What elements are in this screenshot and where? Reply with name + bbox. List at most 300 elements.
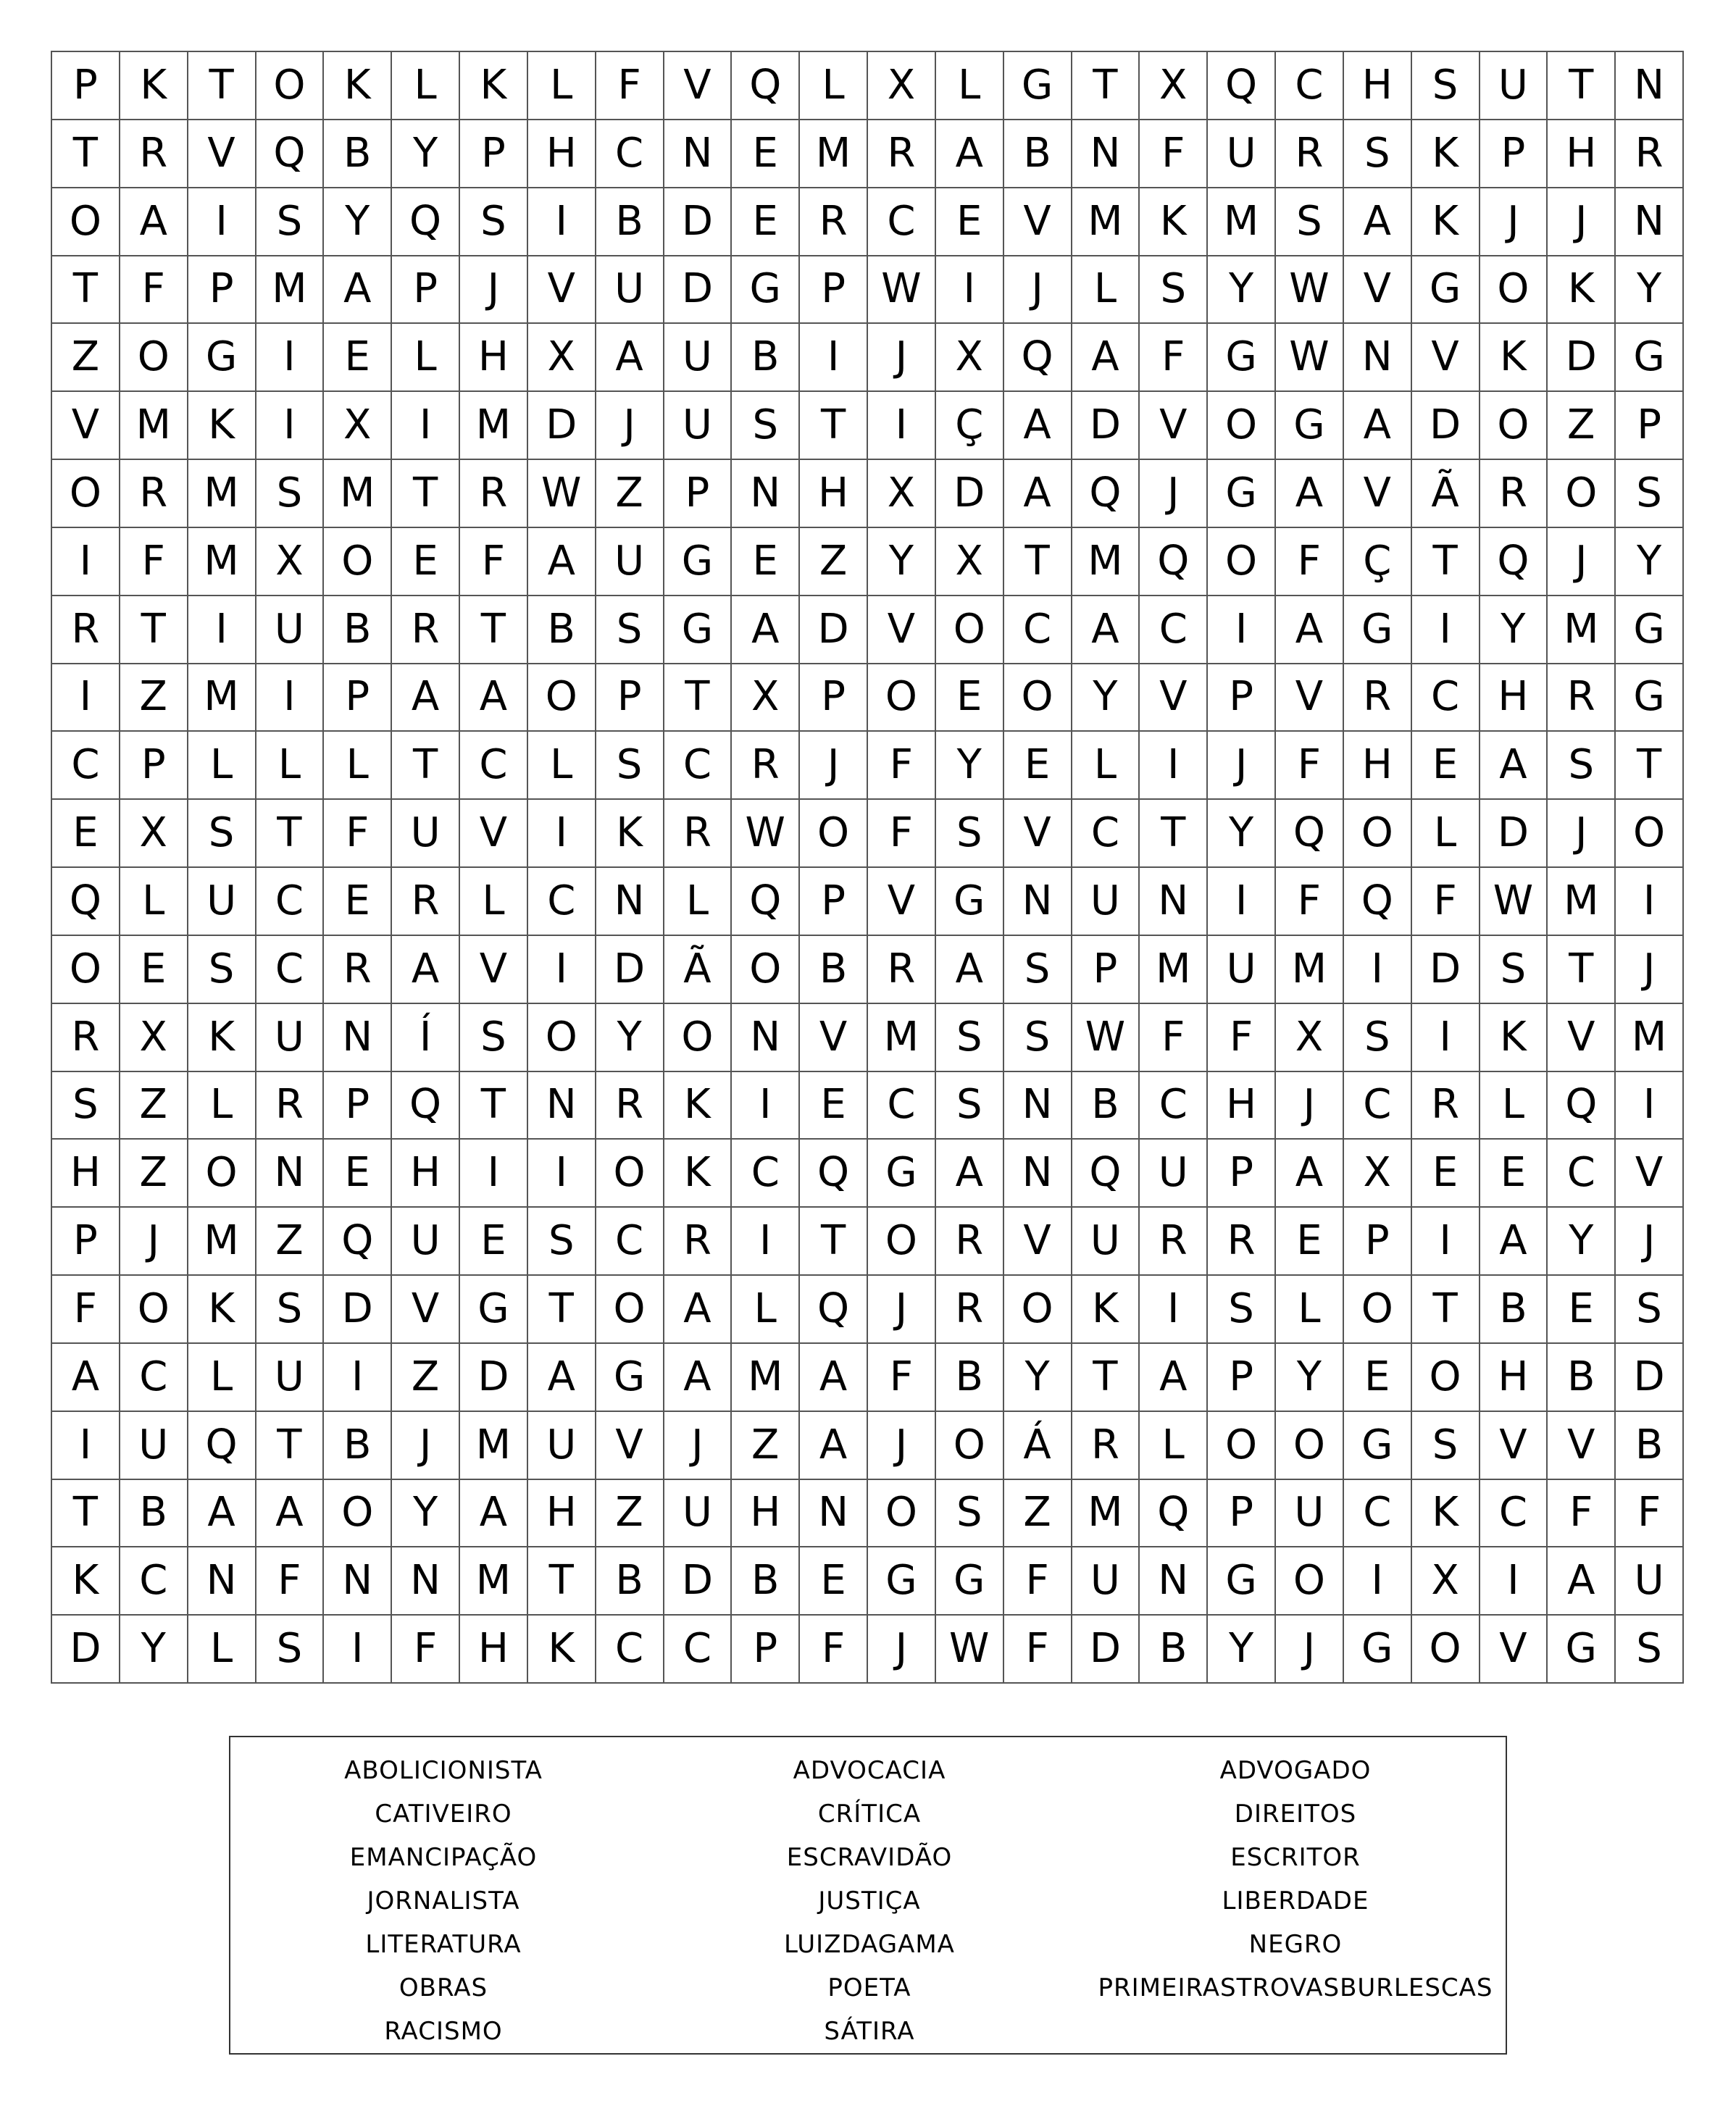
grid-cell: Z <box>52 324 120 392</box>
grid-cell: E <box>324 1140 392 1208</box>
grid-cell: I <box>936 256 1004 325</box>
grid-cell: B <box>732 1547 800 1616</box>
grid-cell: V <box>868 868 936 936</box>
grid-cell: C <box>1140 596 1208 664</box>
grid-cell: A <box>1072 596 1140 664</box>
grid-cell: F <box>800 1616 868 1684</box>
grid-cell: A <box>800 1412 868 1480</box>
grid-cell: C <box>732 1140 800 1208</box>
grid-cell: P <box>1480 120 1548 188</box>
grid-cell: O <box>120 1276 188 1344</box>
grid-cell: C <box>664 1616 733 1684</box>
grid-cell: G <box>596 1344 664 1412</box>
grid-cell: C <box>120 1547 188 1616</box>
grid-cell: X <box>1344 1140 1412 1208</box>
grid-cell: B <box>1072 1072 1140 1140</box>
grid-cell: F <box>1276 528 1344 596</box>
grid-cell: E <box>1412 732 1480 800</box>
grid-cell: Q <box>1480 528 1548 596</box>
grid-cell: R <box>936 1276 1004 1344</box>
grid-cell: D <box>1072 1616 1140 1684</box>
grid-cell: S <box>1004 936 1072 1004</box>
grid-cell: Ç <box>936 392 1004 460</box>
grid-cell: F <box>868 1344 936 1412</box>
grid-cell: T <box>1412 528 1480 596</box>
grid-cell: A <box>936 936 1004 1004</box>
grid-cell: V <box>800 1004 868 1072</box>
grid-cell: C <box>868 188 936 256</box>
grid-cell: B <box>1140 1616 1208 1684</box>
grid-cell: U <box>664 324 733 392</box>
grid-cell: O <box>1480 256 1548 325</box>
grid-cell: N <box>1004 868 1072 936</box>
grid-cell: U <box>1276 1480 1344 1548</box>
grid-cell: U <box>392 1208 460 1276</box>
grid-cell: O <box>52 188 120 256</box>
grid-cell: G <box>664 528 733 596</box>
grid-cell: A <box>392 936 460 1004</box>
grid-cell: M <box>1548 868 1616 936</box>
grid-cell: O <box>596 1140 664 1208</box>
grid-cell: I <box>1412 1208 1480 1276</box>
grid-cell: M <box>732 1344 800 1412</box>
grid-cell: O <box>1004 1276 1072 1344</box>
grid-cell: V <box>664 52 733 120</box>
grid-cell: G <box>1616 596 1684 664</box>
grid-cell: A <box>324 256 392 325</box>
grid-cell: U <box>1616 1547 1684 1616</box>
grid-cell: W <box>732 800 800 868</box>
grid-cell: A <box>800 1344 868 1412</box>
grid-cell: A <box>732 596 800 664</box>
grid-cell: F <box>1548 1480 1616 1548</box>
grid-cell: J <box>868 324 936 392</box>
grid-cell: R <box>1480 460 1548 528</box>
grid-cell: T <box>392 460 460 528</box>
grid-cell: T <box>392 732 460 800</box>
grid-cell: I <box>800 324 868 392</box>
grid-cell: L <box>800 52 868 120</box>
grid-cell: S <box>256 460 325 528</box>
grid-cell: Z <box>1004 1480 1072 1548</box>
grid-cell: V <box>528 256 596 325</box>
grid-cell: G <box>664 596 733 664</box>
grid-cell: P <box>732 1616 800 1684</box>
grid-cell: P <box>664 460 733 528</box>
grid-cell: U <box>1208 120 1276 188</box>
grid-cell: J <box>460 256 528 325</box>
grid-cell: K <box>188 392 256 460</box>
grid-cell: C <box>256 936 325 1004</box>
grid-cell: B <box>936 1344 1004 1412</box>
grid-cell: W <box>936 1616 1004 1684</box>
grid-cell: T <box>1004 528 1072 596</box>
grid-cell: C <box>460 732 528 800</box>
grid-cell: A <box>1276 460 1344 528</box>
grid-cell: X <box>324 392 392 460</box>
grid-cell: S <box>188 800 256 868</box>
grid-cell: V <box>460 800 528 868</box>
grid-cell: N <box>188 1547 256 1616</box>
grid-cell: S <box>1276 188 1344 256</box>
grid-cell: B <box>596 1547 664 1616</box>
grid-cell: W <box>868 256 936 325</box>
grid-cell: B <box>1004 120 1072 188</box>
grid-cell: C <box>596 1616 664 1684</box>
grid-cell: M <box>1548 596 1616 664</box>
grid-cell: K <box>1480 1004 1548 1072</box>
grid-cell: Y <box>936 732 1004 800</box>
grid-cell: X <box>936 528 1004 596</box>
grid-cell: Y <box>1616 256 1684 325</box>
grid-cell: I <box>188 596 256 664</box>
grid-cell: H <box>1344 52 1412 120</box>
grid-cell: R <box>596 1072 664 1140</box>
grid-cell: J <box>664 1412 733 1480</box>
grid-cell: V <box>1140 664 1208 732</box>
grid-cell: V <box>1480 1412 1548 1480</box>
grid-cell: B <box>324 1412 392 1480</box>
grid-cell: W <box>1276 256 1344 325</box>
grid-cell: D <box>1480 800 1548 868</box>
grid-cell: H <box>460 1616 528 1684</box>
grid-cell: R <box>1140 1208 1208 1276</box>
grid-cell: X <box>868 460 936 528</box>
grid-cell: I <box>1140 1276 1208 1344</box>
grid-cell: G <box>1344 1616 1412 1684</box>
grid-cell: D <box>1616 1344 1684 1412</box>
word-bank-item: JUSTIÇA <box>818 1886 921 1915</box>
grid-cell: W <box>528 460 596 528</box>
grid-cell: D <box>936 460 1004 528</box>
grid-cell: C <box>596 1208 664 1276</box>
grid-cell: S <box>1616 460 1684 528</box>
grid-cell: T <box>664 664 733 732</box>
grid-cell: T <box>1548 52 1616 120</box>
grid-cell: Y <box>1616 528 1684 596</box>
grid-cell: A <box>664 1344 733 1412</box>
word-bank-item: CATIVEIRO <box>375 1800 512 1829</box>
grid-cell: P <box>188 256 256 325</box>
grid-cell: B <box>800 936 868 1004</box>
grid-cell: A <box>460 664 528 732</box>
grid-cell: A <box>120 188 188 256</box>
word-bank-item: LITERATURA <box>365 1930 522 1959</box>
grid-cell: Q <box>1548 1072 1616 1140</box>
grid-cell: L <box>732 1276 800 1344</box>
grid-cell: U <box>596 528 664 596</box>
grid-cell: B <box>120 1480 188 1548</box>
word-column-1 <box>230 1749 656 2053</box>
grid-cell: M <box>188 1208 256 1276</box>
grid-cell: O <box>324 1480 392 1548</box>
grid-cell: Q <box>800 1276 868 1344</box>
grid-cell: D <box>664 256 733 325</box>
grid-cell: L <box>120 868 188 936</box>
grid-cell: L <box>188 1616 256 1684</box>
grid-cell: M <box>1276 936 1344 1004</box>
grid-cell: P <box>596 664 664 732</box>
grid-cell: J <box>1140 460 1208 528</box>
grid-cell: T <box>1140 800 1208 868</box>
grid-cell: J <box>868 1412 936 1480</box>
word-bank-item: DIREITOS <box>1234 1800 1357 1829</box>
grid-cell: X <box>120 800 188 868</box>
grid-cell: L <box>1072 256 1140 325</box>
grid-cell: M <box>460 1412 528 1480</box>
grid-cell: A <box>1004 460 1072 528</box>
grid-cell: F <box>120 528 188 596</box>
grid-cell: V <box>52 392 120 460</box>
grid-cell: U <box>596 256 664 325</box>
grid-cell: R <box>664 1208 733 1276</box>
grid-cell: P <box>1208 1344 1276 1412</box>
grid-cell: D <box>596 936 664 1004</box>
grid-cell: V <box>188 120 256 188</box>
grid-cell: F <box>52 1276 120 1344</box>
grid-cell: C <box>52 732 120 800</box>
grid-cell: C <box>1480 1480 1548 1548</box>
grid-cell: I <box>324 1344 392 1412</box>
grid-cell: E <box>1548 1276 1616 1344</box>
grid-cell: P <box>392 256 460 325</box>
grid-cell: U <box>256 1004 325 1072</box>
grid-cell: I <box>1344 936 1412 1004</box>
grid-cell: K <box>1548 256 1616 325</box>
grid-cell: I <box>528 1140 596 1208</box>
grid-cell: L <box>392 324 460 392</box>
grid-cell: A <box>1140 1344 1208 1412</box>
grid-cell: S <box>1208 1276 1276 1344</box>
grid-cell: F <box>1140 1004 1208 1072</box>
grid-cell: I <box>1344 1547 1412 1616</box>
grid-cell: F <box>120 256 188 325</box>
grid-cell: J <box>596 392 664 460</box>
grid-cell: V <box>1344 256 1412 325</box>
grid-cell: O <box>732 936 800 1004</box>
grid-cell: U <box>1072 868 1140 936</box>
grid-cell: B <box>1616 1412 1684 1480</box>
grid-cell: C <box>596 120 664 188</box>
grid-cell: W <box>1480 868 1548 936</box>
grid-cell: V <box>868 596 936 664</box>
grid-cell: Z <box>732 1412 800 1480</box>
word-bank-item: JORNALISTA <box>367 1886 520 1915</box>
grid-cell: G <box>1276 392 1344 460</box>
grid-cell: D <box>664 188 733 256</box>
grid-cell: S <box>936 800 1004 868</box>
grid-cell: X <box>256 528 325 596</box>
grid-cell: M <box>1616 1004 1684 1072</box>
grid-cell: Z <box>120 1140 188 1208</box>
grid-cell: H <box>528 120 596 188</box>
grid-cell: O <box>1004 664 1072 732</box>
grid-cell: J <box>1616 936 1684 1004</box>
grid-cell: H <box>1548 120 1616 188</box>
grid-cell: J <box>1004 256 1072 325</box>
grid-cell: G <box>1004 52 1072 120</box>
grid-cell: F <box>1004 1547 1072 1616</box>
grid-cell: Y <box>392 1480 460 1548</box>
grid-cell: S <box>596 732 664 800</box>
grid-cell: A <box>1344 392 1412 460</box>
grid-cell: T <box>52 120 120 188</box>
grid-cell: S <box>52 1072 120 1140</box>
grid-cell: A <box>936 120 1004 188</box>
grid-cell: Z <box>1548 392 1616 460</box>
grid-cell: S <box>256 1276 325 1344</box>
grid-cell: M <box>868 1004 936 1072</box>
grid-cell: R <box>800 188 868 256</box>
grid-cell: T <box>460 1072 528 1140</box>
grid-cell: V <box>1548 1412 1616 1480</box>
grid-cell: L <box>1480 1072 1548 1140</box>
grid-cell: S <box>528 1208 596 1276</box>
grid-cell: P <box>1344 1208 1412 1276</box>
grid-cell: K <box>324 52 392 120</box>
grid-cell: E <box>1480 1140 1548 1208</box>
grid-cell: V <box>1616 1140 1684 1208</box>
grid-cell: L <box>460 868 528 936</box>
grid-cell: U <box>1140 1140 1208 1208</box>
grid-cell: Y <box>120 1616 188 1684</box>
grid-cell: N <box>1004 1072 1072 1140</box>
grid-cell: N <box>528 1072 596 1140</box>
grid-cell: E <box>120 936 188 1004</box>
grid-cell: S <box>1548 732 1616 800</box>
grid-cell: X <box>1276 1004 1344 1072</box>
grid-cell: X <box>120 1004 188 1072</box>
grid-cell: F <box>1616 1480 1684 1548</box>
grid-cell: A <box>1548 1547 1616 1616</box>
grid-cell: G <box>1344 596 1412 664</box>
grid-cell: O <box>1208 392 1276 460</box>
word-bank-item: ADVOCACIA <box>793 1756 946 1785</box>
grid-cell: P <box>1208 664 1276 732</box>
grid-cell: F <box>868 732 936 800</box>
word-bank-item: ADVOGADO <box>1219 1756 1372 1785</box>
grid-cell: O <box>596 1276 664 1344</box>
grid-cell: I <box>1412 1004 1480 1072</box>
grid-cell: U <box>256 596 325 664</box>
grid-cell: I <box>1480 1547 1548 1616</box>
grid-cell: O <box>1208 528 1276 596</box>
grid-cell: E <box>1004 732 1072 800</box>
grid-cell: S <box>1412 1412 1480 1480</box>
grid-cell: K <box>1140 188 1208 256</box>
letter-grid <box>51 51 1684 1684</box>
grid-cell: T <box>1072 1344 1140 1412</box>
grid-cell: A <box>1276 1140 1344 1208</box>
grid-cell: C <box>1344 1072 1412 1140</box>
grid-cell: S <box>1616 1616 1684 1684</box>
grid-cell: G <box>1208 324 1276 392</box>
word-bank-item: SÁTIRA <box>824 2017 915 2046</box>
grid-cell: A <box>936 1140 1004 1208</box>
grid-cell: I <box>1208 868 1276 936</box>
grid-cell: T <box>256 800 325 868</box>
grid-cell: M <box>188 460 256 528</box>
grid-cell: Q <box>732 868 800 936</box>
grid-cell: Z <box>800 528 868 596</box>
word-bank-item: CRÍTICA <box>817 1800 922 1829</box>
word-bank-item: ESCRAVIDÃO <box>786 1843 953 1872</box>
grid-cell: P <box>324 664 392 732</box>
grid-cell: L <box>664 868 733 936</box>
grid-cell: L <box>528 732 596 800</box>
grid-cell: T <box>460 596 528 664</box>
grid-cell: Q <box>1208 52 1276 120</box>
grid-cell: I <box>52 664 120 732</box>
grid-cell: F <box>868 800 936 868</box>
grid-cell: I <box>528 800 596 868</box>
grid-cell: M <box>460 392 528 460</box>
grid-cell: N <box>256 1140 325 1208</box>
grid-cell: M <box>800 120 868 188</box>
grid-cell: G <box>868 1547 936 1616</box>
grid-cell: U <box>664 392 733 460</box>
grid-cell: E <box>732 120 800 188</box>
grid-cell: Y <box>1072 664 1140 732</box>
grid-cell: Í <box>392 1004 460 1072</box>
grid-cell: K <box>528 1616 596 1684</box>
grid-cell: U <box>1072 1208 1140 1276</box>
grid-cell: A <box>1004 392 1072 460</box>
grid-cell: D <box>528 392 596 460</box>
grid-cell: S <box>936 1072 1004 1140</box>
grid-cell: C <box>120 1344 188 1412</box>
grid-cell: G <box>868 1140 936 1208</box>
word-bank-item: OBRAS <box>398 1973 488 2002</box>
grid-cell: R <box>460 460 528 528</box>
grid-cell: O <box>868 1208 936 1276</box>
grid-cell: Q <box>188 1412 256 1480</box>
grid-cell: A <box>256 1480 325 1548</box>
grid-cell: W <box>1276 324 1344 392</box>
grid-cell: G <box>1548 1616 1616 1684</box>
grid-cell: F <box>1004 1616 1072 1684</box>
grid-cell: O <box>188 1140 256 1208</box>
grid-cell: H <box>1208 1072 1276 1140</box>
grid-cell: E <box>460 1208 528 1276</box>
grid-cell: P <box>800 868 868 936</box>
grid-cell: U <box>392 800 460 868</box>
grid-cell: I <box>256 664 325 732</box>
grid-cell: A <box>460 1480 528 1548</box>
grid-cell: Z <box>596 1480 664 1548</box>
grid-cell: H <box>1480 1344 1548 1412</box>
grid-cell: R <box>256 1072 325 1140</box>
grid-cell: S <box>596 596 664 664</box>
grid-cell: L <box>188 1072 256 1140</box>
grid-cell: H <box>528 1480 596 1548</box>
grid-cell: V <box>1140 392 1208 460</box>
grid-cell: Q <box>324 1208 392 1276</box>
grid-cell: V <box>1480 1616 1548 1684</box>
grid-cell: F <box>1208 1004 1276 1072</box>
grid-cell: O <box>1616 800 1684 868</box>
grid-cell: G <box>1616 324 1684 392</box>
grid-cell: L <box>392 52 460 120</box>
grid-cell: A <box>596 324 664 392</box>
word-bank-item: RACISMO <box>384 2017 503 2046</box>
grid-cell: I <box>1616 1072 1684 1140</box>
grid-cell: N <box>1616 188 1684 256</box>
word-bank-item: ESCRITOR <box>1230 1843 1361 1872</box>
grid-cell: Y <box>1548 1208 1616 1276</box>
grid-cell: Q <box>732 52 800 120</box>
grid-cell: M <box>1072 188 1140 256</box>
